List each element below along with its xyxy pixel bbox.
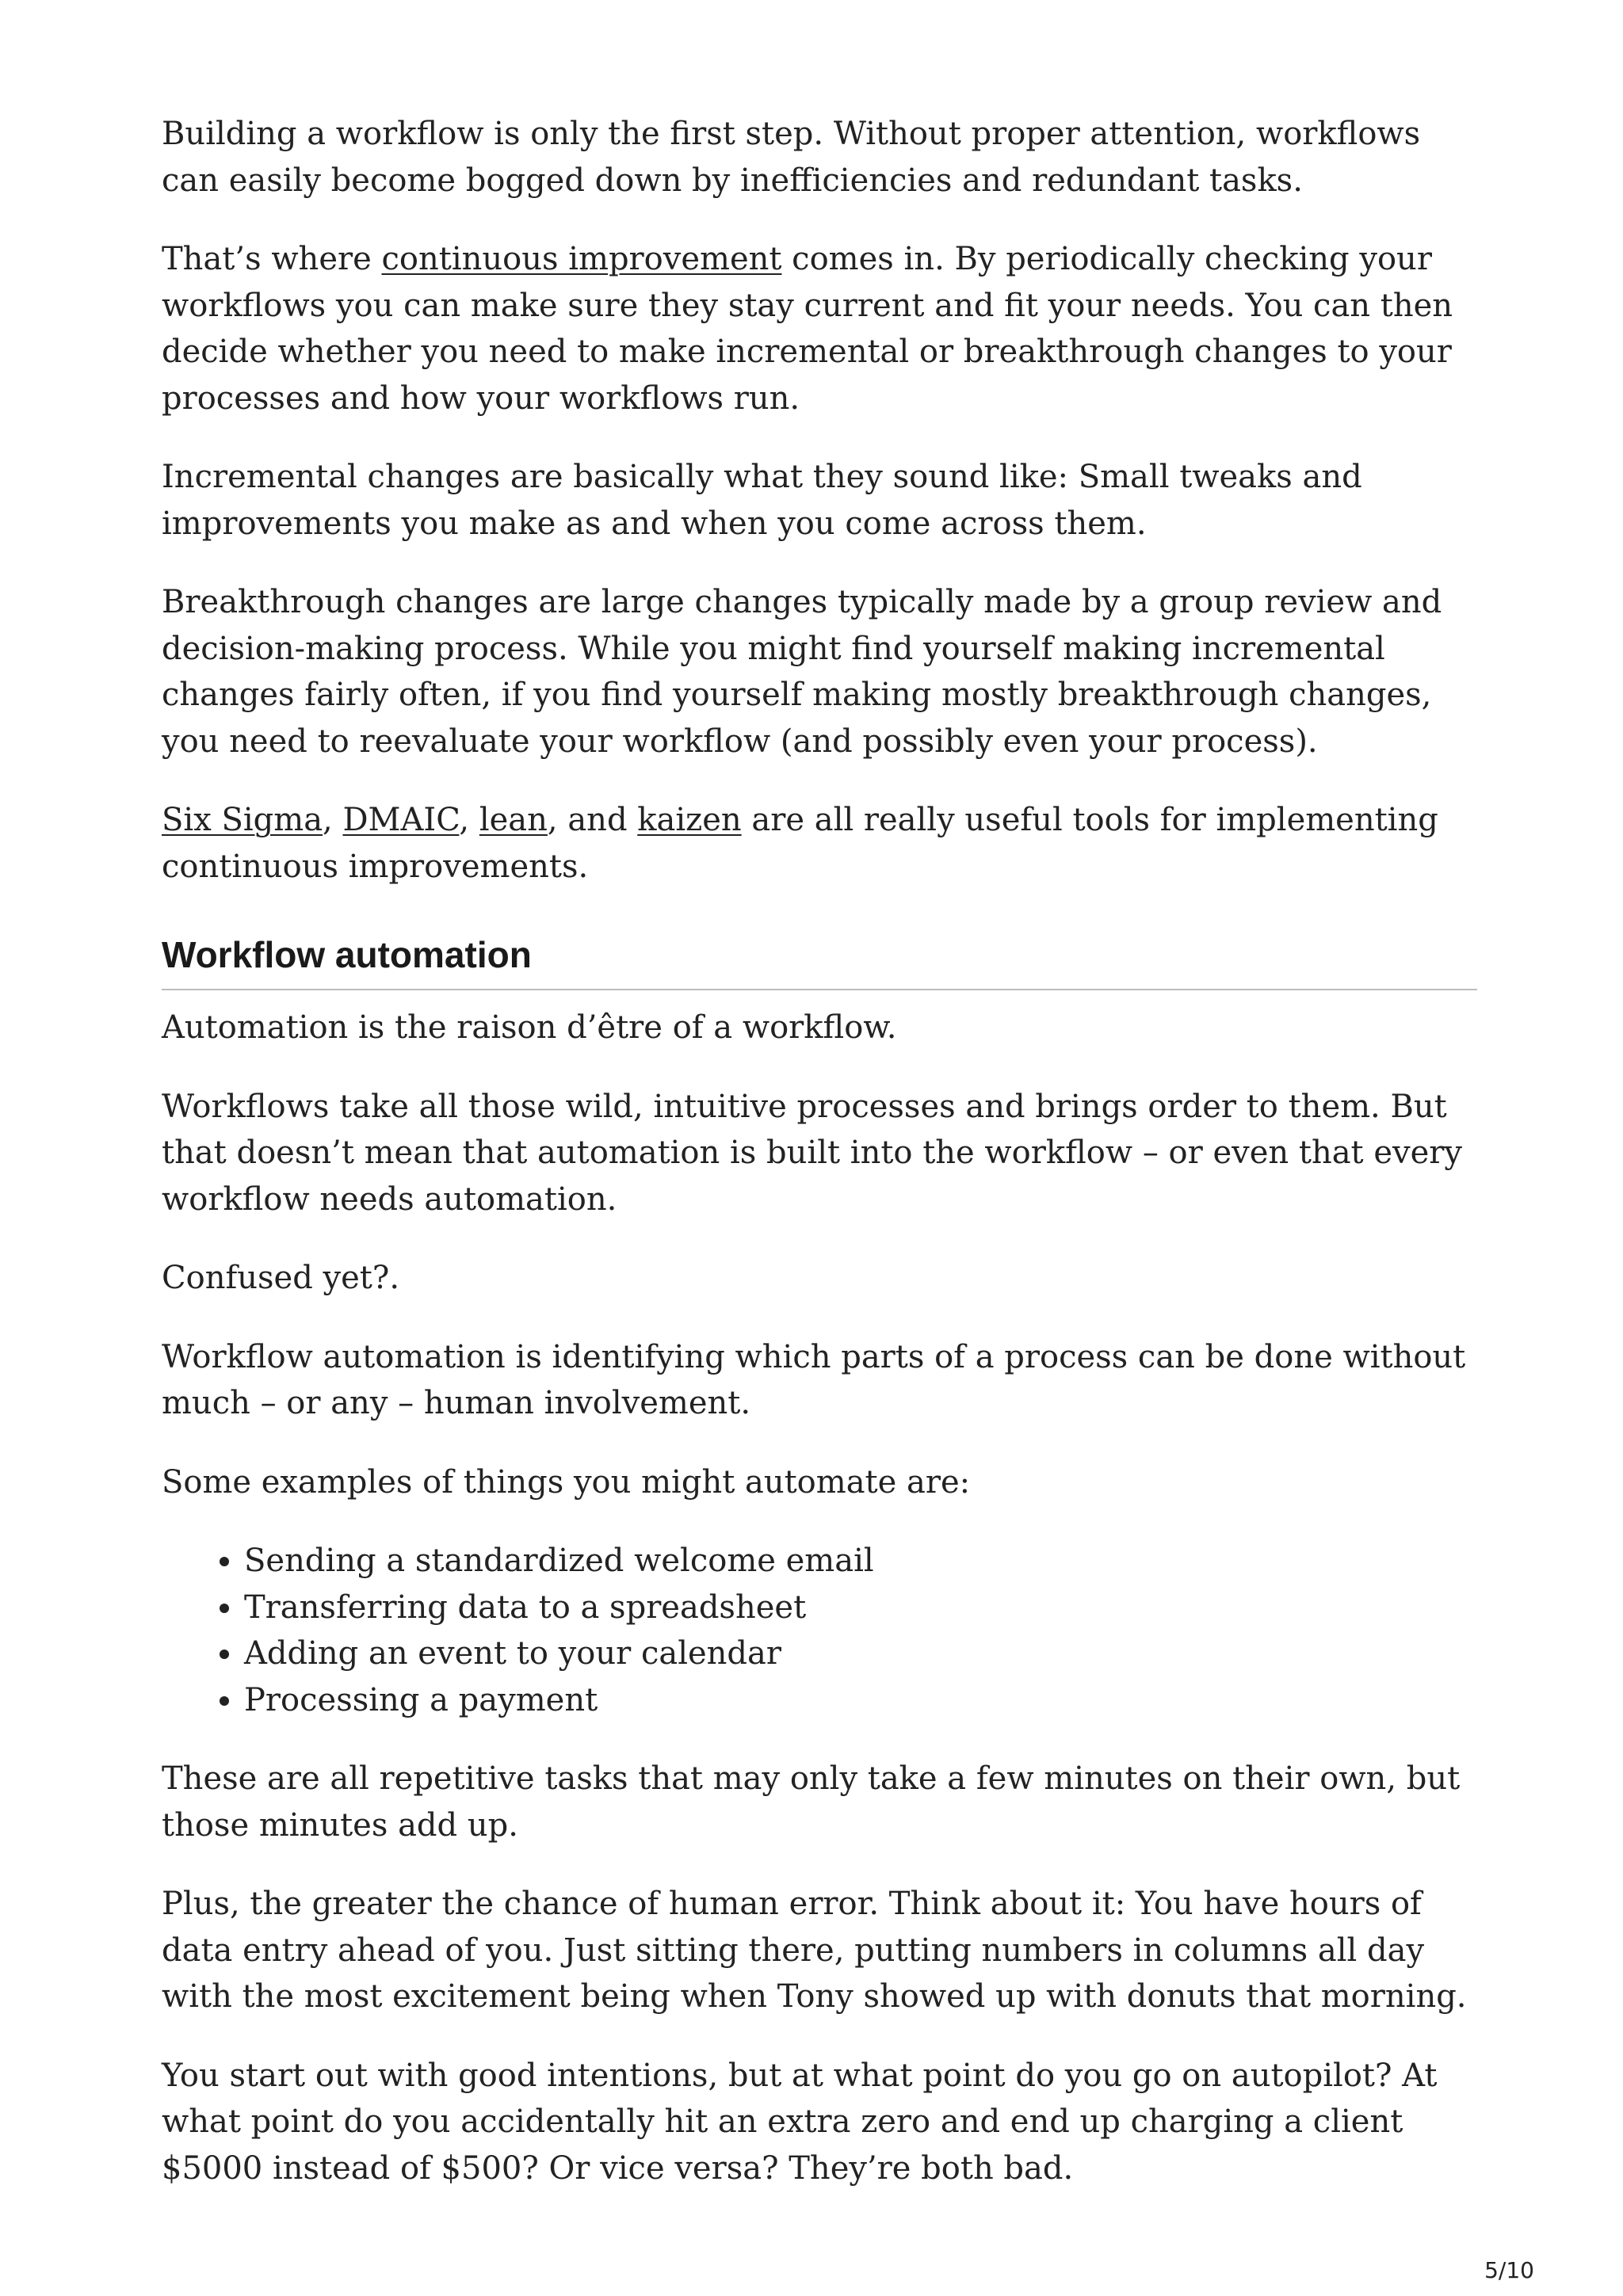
paragraph-confused: Confused yet?. (162, 1260, 400, 1296)
automation-examples-list (162, 1538, 1477, 1723)
paragraph-intro: Building a workflow is only the first step. Without proper attention, workflows can easily become bogged down by inefficiencies and redundant tasks. (162, 116, 1421, 199)
text-segment: , and (547, 802, 638, 838)
paragraph-examples-intro: Some examples of things you might automate are: (162, 1463, 971, 1501)
kaizen-link[interactable]: kaizen (637, 802, 742, 838)
list-item: • Sending a standardized welcome email (244, 1538, 1477, 1585)
dmaic-link[interactable]: DMAIC (342, 802, 460, 838)
paragraph-continuous-improvement (162, 236, 1477, 421)
text-segment: , (459, 802, 479, 838)
paragraph-human-error: Plus, the greater the chance of human error. Think about it: You have hours of data entry ahead of you. Just sitting there, putting numbers in columns all day with the most excitement being when Tony showed up with donuts that morning. (162, 1886, 1467, 2015)
paragraph-breakthrough-changes: Breakthrough changes are large changes typically made by a group review and decision-making process. While you might find yourself making incremental changes fairly often, if you find yourself making mostly breakthrough changes, you need to reevaluate your workflow (and possibly even your process). (162, 584, 1442, 760)
text-segment: That’s where (162, 241, 382, 277)
six-sigma-link[interactable]: Six Sigma (162, 802, 323, 838)
list-item: • Transferring data to a spreadsheet (244, 1585, 1477, 1631)
article-body (162, 111, 1477, 2224)
paragraph-autopilot: You start out with good intentions, but at what point do you go on autopilot? At what point do you accidentally hit an extra zero and end up charging a client $5000 instead of $500? Or vice versa? They’re both bad. (162, 2057, 1438, 2187)
section-heading-workflow-automation: Workflow automation (162, 922, 1477, 990)
paragraph-workflows-order: Workflows take all those wild, intuitive processes and brings order to them. But that doesn’t mean that automation is built into the workflow – or even that every workflow needs automation. (162, 1088, 1462, 1218)
paragraph-incremental-changes: Incremental changes are basically what they sound like: Small tweaks and improvements you make as and when you come across them. (162, 459, 1362, 542)
paragraph-raison-detre: Automation is the raison d’être of a workflow. (162, 1009, 897, 1046)
text-segment: , (323, 802, 343, 838)
page-number: 5/10 (1484, 2257, 1534, 2283)
list-item: • Processing a payment (244, 1677, 1477, 1724)
paragraph-improvement-tools (162, 797, 1477, 890)
paragraph-automation-definition: Workflow automation is identifying which parts of a process can be done without much – or any – human involvement. (162, 1338, 1466, 1421)
lean-link[interactable]: lean (479, 802, 548, 838)
paragraph-repetitive-tasks: These are all repetitive tasks that may only take a few minutes on their own, but those minutes add up. (162, 1760, 1461, 1844)
text-segment: comes in. By periodically checking your workflows you can make sure they stay current and fit your needs. You can then decide whether you need to make incremental or breakthrough changes to your processes and how your workflows run. (162, 241, 1453, 417)
text-segment: are all really useful tools for implementing continuous improvements. (162, 802, 1438, 885)
continuous-improvement-link[interactable]: continuous improvement (381, 241, 782, 277)
list-item: • Adding an event to your calendar (244, 1630, 1477, 1677)
